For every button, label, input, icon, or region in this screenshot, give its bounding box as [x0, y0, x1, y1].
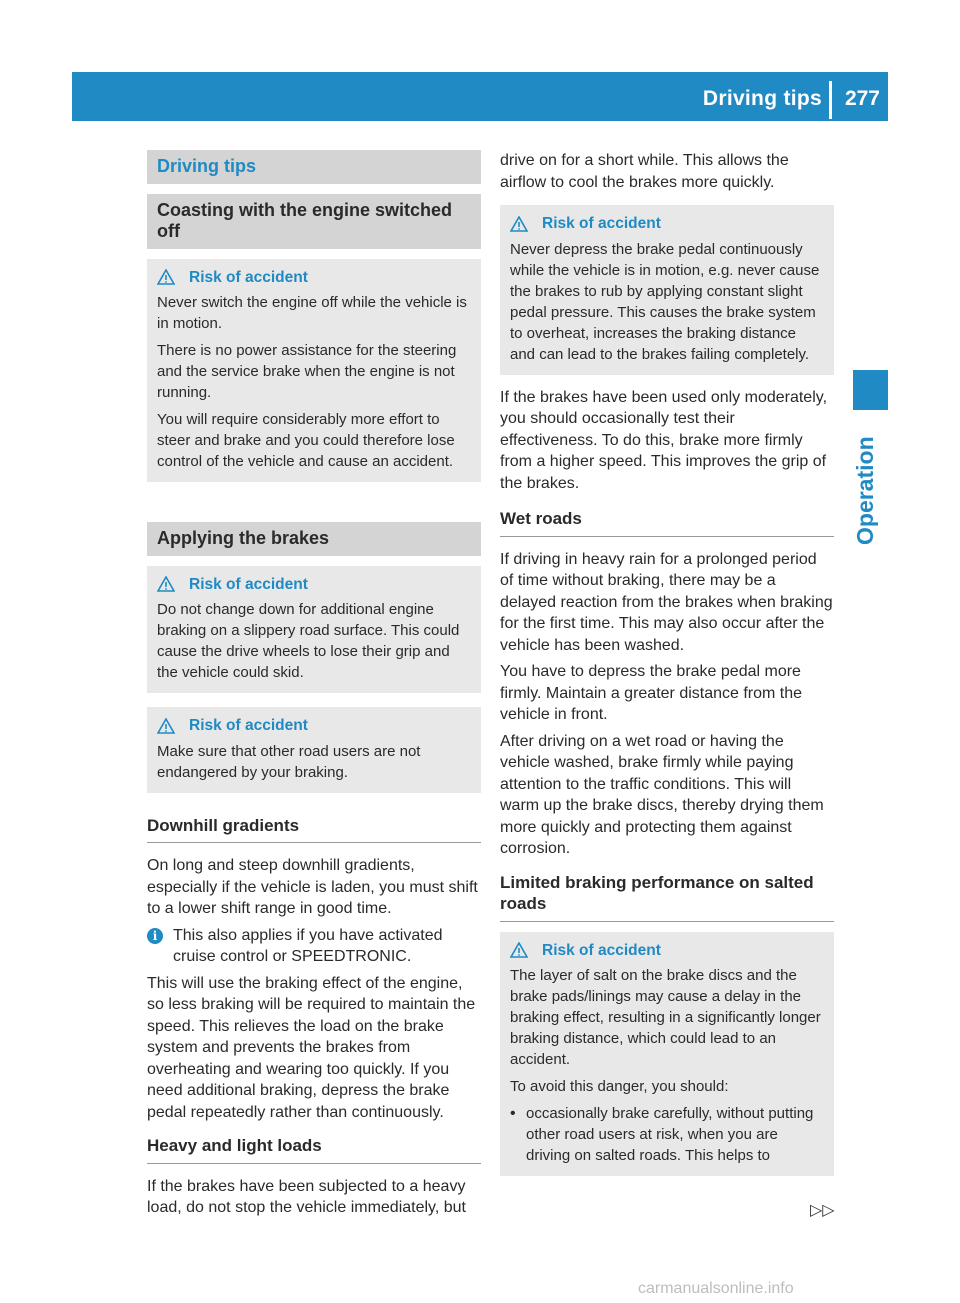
warning-box — [147, 566, 481, 694]
section-title-driving-tips: Driving tips — [147, 150, 481, 184]
warning-box — [500, 205, 834, 375]
warning-text: Do not change down for additional engine braking on a slippery road surface. This could cause the drive wheels to lose their grip and the vehicle could skid. — [157, 601, 460, 681]
heading-wet-roads: Wet roads — [500, 508, 834, 537]
warning-title: Risk of accident — [542, 941, 661, 959]
watermark: carmanualsonline.info — [638, 1280, 794, 1297]
paragraph: On long and steep downhill gradients, especially if the vehicle is laden, you must shift to a lower shift range in good time. — [147, 857, 478, 917]
heading-heavy-light-loads: Heavy and light loads — [147, 1135, 481, 1164]
warning-title: Risk of accident — [542, 215, 661, 232]
warning-text: Never switch the engine off while the vehicle is in motion. — [157, 294, 467, 332]
paragraph: This will use the braking effect of the engine, so less braking will be required to maintain the speed. This relieves the load on the brake system and prevents the brakes from overheating and wearing too quickly. If you need additional braking, depress the brake pedal repeatedly rather than continuously. — [147, 974, 476, 1121]
warning-text: You will require considerably more effort to steer and brake and you could therefore lose control of the vehicle and cause an accident. — [157, 411, 455, 470]
bullet-item — [510, 1103, 824, 1166]
warning-box — [147, 259, 481, 483]
heading-downhill-gradients: Downhill gradients — [147, 815, 481, 844]
paragraph: After driving on a wet road or having the vehicle washed, brake firmly while paying attention to the traffic conditions. This will warm up the brake discs, thereby drying them more quickly and protecting them against corrosion. — [500, 732, 824, 857]
right-column — [500, 150, 834, 1176]
header-divider — [829, 81, 832, 119]
side-tab-label: Operation — [852, 436, 878, 545]
warning-triangle-icon — [157, 718, 175, 734]
warning-text: There is no power assistance for the steering and the service brake when the engine is not running. — [157, 342, 457, 401]
bullet-marker: • — [510, 1105, 516, 1122]
side-tab-marker — [853, 370, 888, 410]
paragraph: If the brakes have been subjected to a heavy load, do not stop the vehicle immediately, but — [147, 1177, 466, 1216]
section-title-applying-brakes: Applying the brakes — [147, 522, 481, 556]
bullet-text: occasionally brake carefully, without putting other road users at risk, when you are driving on salted roads. This helps to — [526, 1105, 814, 1164]
warning-triangle-icon — [510, 942, 528, 958]
info-icon: i — [147, 928, 163, 944]
warning-triangle-icon — [157, 576, 175, 592]
paragraph: drive on for a short while. This allows the airflow to cool the brakes more quickly. — [500, 152, 789, 191]
warning-box — [500, 932, 834, 1177]
warning-text: Make sure that other road users are not endangered by your braking. — [157, 742, 421, 781]
paragraph: If driving in heavy rain for a prolonged period of time without braking, there may be a delayed reaction from the brakes when braking for the first time. This may also occur after the vehicle has been washed. — [500, 550, 833, 654]
subsection-coasting: Coasting with the engine switched off — [147, 194, 481, 249]
warning-box — [147, 707, 481, 793]
warning-text: To avoid this danger, you should: — [510, 1078, 729, 1095]
warning-title: Risk of accident — [189, 268, 308, 286]
left-column — [147, 150, 481, 1224]
warning-triangle-icon — [510, 216, 528, 232]
heading-salted-roads: Limited braking performance on salted roads — [500, 872, 834, 922]
warning-text: The layer of salt on the brake discs and the brake pads/linings may cause a delay in the braking effect, resulting in a significantly longer braking distance, which could lead to an accident. — [510, 967, 821, 1068]
info-text: This also applies if you have activated cruise control or SPEEDTRONIC. — [173, 926, 443, 965]
warning-triangle-icon — [157, 269, 175, 285]
warning-text: Never depress the brake pedal continuously while the vehicle is in motion, e.g. never cause the brakes to rub by applying constant slight pedal pressure. This causes the brake system to overheat, increases the braking distance and can lead to the brakes failing completely. — [510, 240, 820, 363]
info-note — [147, 925, 481, 968]
paragraph: If the brakes have been used only moderately, you should occasionally test their effectiveness. To do this, brake more firmly from a higher speed. This improves the grip of the brakes. — [500, 388, 828, 492]
continued-marker: ▷▷ — [810, 1202, 835, 1219]
warning-title: Risk of accident — [189, 717, 308, 734]
paragraph: You have to depress the brake pedal more firmly. Maintain a greater distance from the vehicle in front. — [500, 663, 803, 723]
header-title: Driving tips — [702, 87, 822, 110]
page-header — [72, 72, 888, 121]
page-number: 277 — [844, 87, 880, 110]
warning-title: Risk of accident — [189, 575, 308, 593]
